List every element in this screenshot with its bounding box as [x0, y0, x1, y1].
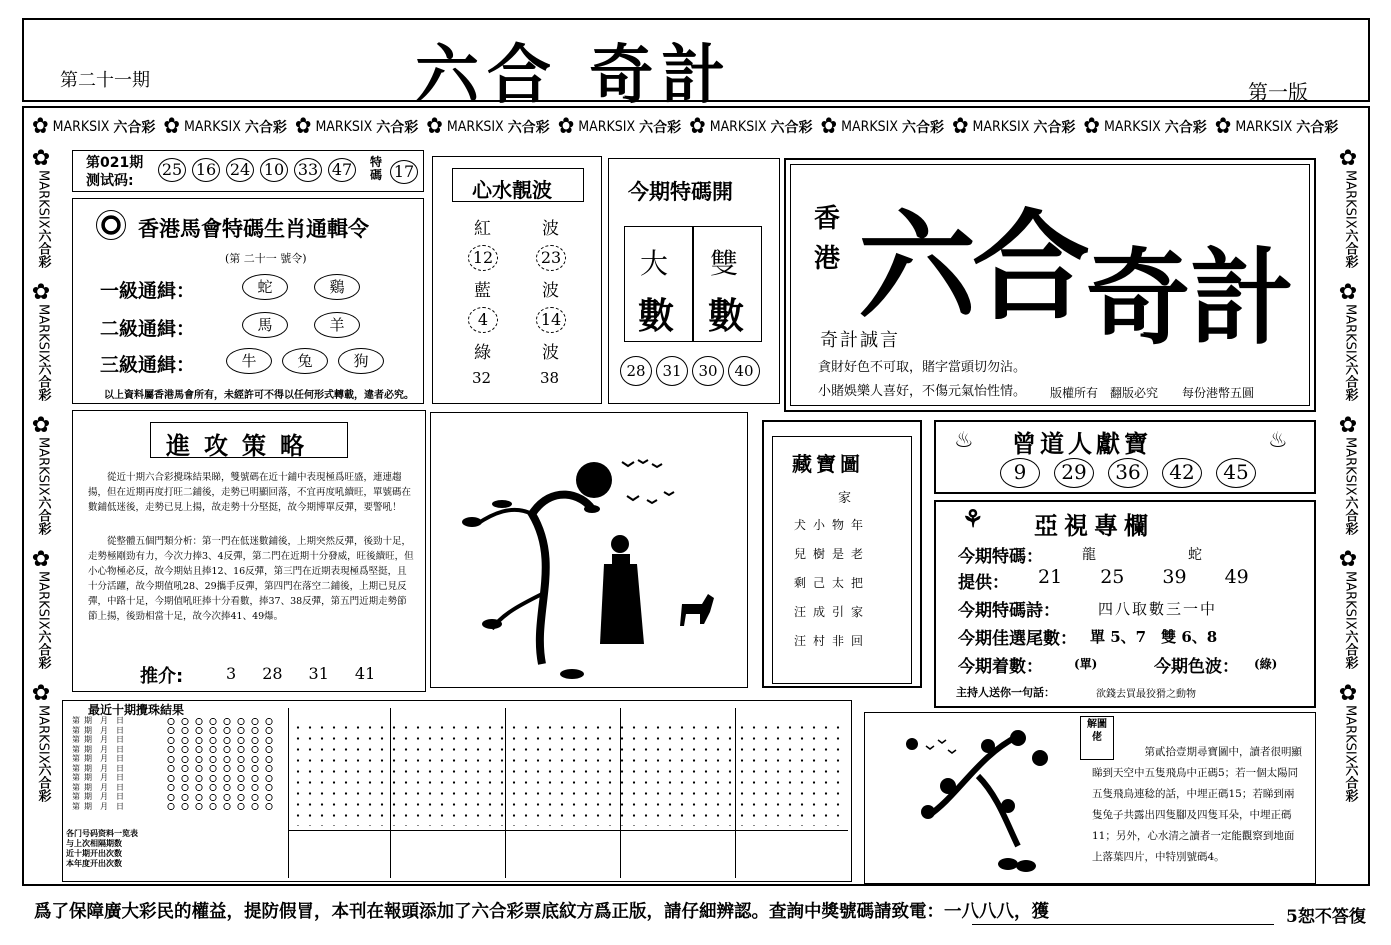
asia-row4-val: 單 5、7 雙 6、8	[1090, 628, 1218, 646]
band-cn: 六合彩	[1342, 763, 1358, 803]
recommend-number: 3	[226, 664, 237, 683]
taoist-number: 42	[1162, 458, 1202, 488]
zodiac-animal: 鷄	[314, 274, 360, 300]
taoist-number: 36	[1108, 458, 1148, 488]
period-ball-slots	[164, 755, 274, 763]
lottery-bottom-rule	[288, 830, 848, 831]
vband-item	[32, 415, 54, 535]
band-en: MARKSIX	[1103, 119, 1161, 135]
band-en: MARKSIX	[52, 119, 110, 135]
period-ball-slots	[164, 726, 274, 734]
masthead-big2: 奇計	[1086, 237, 1295, 359]
period-prefix: 第	[72, 773, 80, 782]
draw-number: 33	[294, 158, 322, 182]
footer-blank-line	[972, 924, 1274, 925]
period-ball-slots	[164, 764, 274, 772]
period-ball-slots	[164, 783, 274, 791]
attack-para-2: 從整體五個門類分析：第一門在低迷數鋪後，上期突然反彈，後勁十足，走勢極剛勁有力，今次力捧3、4反彈，第二門在近期十分發威，旺後續旺，但小心物極必反，故今期姑且捧12、16反彈，第三門在近期表現極爲堅挺，且十分活躍，故今期值吼28、29攜手反彈，第四門在落空二鋪後，上期已見反彈，中路十足，今期值吼旺捧十分看數，捧37、38反彈，第五門近期走勢節節上揚，後勁相當十足，故今次捧41、49爆。	[88, 536, 414, 622]
wave-number: 14	[536, 307, 566, 333]
band-cn: 六合彩	[1342, 362, 1358, 402]
band-item	[426, 116, 549, 138]
period-prefix: 第	[72, 763, 80, 773]
asia-row5b-val: (綠)	[1254, 657, 1278, 671]
masthead-big1: 六合	[858, 198, 1087, 336]
band-en: MARKSIX	[1342, 437, 1358, 497]
zodiac-animal: 羊	[314, 312, 360, 338]
period-prefix: 第	[72, 744, 80, 754]
issue-label: 第二十一期	[60, 70, 150, 91]
flower-icon: ✿	[1338, 279, 1358, 305]
band-cn: 六合彩	[35, 228, 51, 268]
period-ball-slots	[164, 745, 274, 753]
wave-number: 38	[540, 369, 560, 387]
zodiac-row-label: 二級通緝：	[100, 318, 196, 340]
period-suffix: 期 月 日	[84, 801, 124, 811]
band-en: MARKSIX	[35, 303, 51, 363]
vband-item	[31, 279, 54, 402]
band-cn: 六合彩	[770, 120, 813, 136]
recommend-number: 41	[354, 664, 376, 683]
special-cell-bottom: 數	[708, 295, 745, 337]
lottery-dot-grid	[292, 722, 846, 826]
zodiac-title: 香港馬會特碼生肖通輯令	[138, 217, 369, 241]
flower-icon: ✿	[1338, 413, 1358, 439]
zodiac-animal: 馬	[242, 312, 288, 338]
band-item	[32, 116, 155, 138]
band-item	[952, 116, 1075, 138]
band-en: MARKSIX	[35, 437, 51, 497]
draw-number: 25	[158, 158, 186, 182]
lottery-legend-item: 与上次相隔期数	[66, 838, 122, 848]
asia-row2-label: 提供：	[958, 573, 1009, 593]
page-title: 六合 奇計	[415, 39, 734, 113]
band-cn: 六合彩	[901, 120, 944, 136]
left-band	[28, 148, 58, 878]
taoist-number: 45	[1216, 458, 1256, 488]
zodiac-animal: 狗	[338, 348, 384, 374]
band-cn: 六合彩	[1342, 228, 1358, 268]
lottery-periods	[72, 716, 284, 811]
special-cell-top: 雙	[710, 247, 739, 280]
top-band	[32, 112, 1362, 142]
flower-icon: ✿	[31, 680, 51, 706]
attack-para-1: 從近十期六合彩攪珠結果睇，雙號碼在近十鋪中表現極爲旺盛，連連趨揚，但在近期再度打旺二鋪後，走勢已明顯回落，不宜再度吼續旺，單號碼在數鋪低迷後，走勢已見上揚，故走勢十分堅挺，故今期博單反彈，要警吼！	[88, 472, 412, 513]
lottery-period-row	[72, 802, 284, 812]
period-suffix: 期 月 日	[84, 782, 124, 792]
period-prefix: 第	[72, 716, 80, 725]
flower-icon: ✿	[31, 279, 51, 305]
vband-item	[1338, 279, 1361, 402]
asia-number: 21	[1038, 566, 1063, 588]
band-cn: 六合彩	[1164, 120, 1207, 136]
treasure-title: 藏寶圖	[792, 452, 864, 476]
asia-row5-label: 今期着數：	[958, 657, 1043, 677]
scholar-illustration	[432, 414, 746, 686]
recommend-numbers	[226, 664, 375, 683]
special-label: 特碼	[370, 155, 383, 182]
lottery-period-row	[72, 764, 284, 774]
flower-icon: ✿	[1083, 114, 1100, 139]
band-item	[295, 116, 418, 138]
flower-icon: ✿	[294, 114, 312, 139]
motto-line-1: 貪財好色不可取，賭字當頭切勿沾。	[818, 360, 1027, 375]
asia-footer-label: 主持人送你一句話：	[956, 686, 1055, 699]
band-cn: 六合彩	[1033, 120, 1076, 136]
flower-icon: ✿	[689, 114, 706, 139]
lottery-legend	[66, 828, 286, 868]
band-item	[821, 116, 944, 138]
flower-icon: ✿	[31, 413, 51, 439]
period-suffix: 期 月 日	[84, 763, 124, 773]
treasure-line: 剩己太把	[794, 576, 871, 590]
special-cell-bottom: 數	[638, 295, 675, 337]
lottery-period-row	[72, 726, 284, 736]
draw-number: 24	[226, 158, 254, 182]
band-cn: 六合彩	[113, 120, 156, 136]
wave-label: 波	[542, 343, 559, 363]
edition-label: 第一版	[1248, 80, 1308, 104]
period-ball-slots	[164, 736, 274, 744]
motto-line-2: 小賭娛樂人喜好，不傷元氣怡性情。	[818, 384, 1027, 399]
asia-row5b-label: 今期色波：	[1154, 657, 1239, 677]
special-open-number: 31	[656, 356, 688, 386]
treasure-line: 犬小物年	[794, 518, 871, 532]
asia-row3-label: 今期特碼詩：	[958, 601, 1060, 621]
draw-number: 10	[260, 158, 288, 182]
draw-test-label: 测试码:	[86, 173, 134, 189]
period-prefix: 第	[72, 801, 80, 811]
recommend-number: 28	[262, 664, 283, 683]
lottery-period-row	[72, 773, 284, 783]
band-item	[558, 116, 681, 138]
lottery-period-row	[72, 754, 284, 764]
band-item	[1215, 116, 1338, 138]
flower-icon: ✿	[163, 114, 181, 139]
band-en: MARKSIX	[1342, 571, 1358, 630]
heart-wave-title: 心水靚波	[472, 178, 552, 202]
special-open-numbers	[620, 356, 760, 386]
period-ball-slots	[164, 793, 274, 801]
zodiac-animal: 兔	[282, 348, 328, 374]
band-en: MARKSIX	[1342, 170, 1358, 229]
special-open-title: 今期特碼開	[628, 180, 733, 204]
flower-icon: ✿	[820, 114, 838, 139]
zodiac-sub: (第 二十一 號令)	[225, 252, 307, 265]
lottery-divider-4	[735, 708, 736, 878]
flower-icon: ✿	[1338, 148, 1358, 171]
lottery-divider-1	[390, 708, 391, 878]
draw-numbers	[158, 158, 356, 182]
lottery-period-row	[72, 783, 284, 793]
lottery-legend-item: 各门号码资料一览表	[66, 828, 138, 838]
asia-row1-val1: 龍	[1082, 547, 1096, 563]
recommend-label: 推介:	[140, 666, 184, 687]
vband-item	[1338, 680, 1361, 803]
grid-divider	[692, 226, 694, 342]
band-en: MARKSIX	[184, 119, 241, 135]
asia-logo-icon: ⚘	[962, 504, 984, 533]
band-cn: 六合彩	[244, 120, 287, 136]
special-open-number: 40	[728, 356, 760, 386]
band-en: MARKSIX	[1342, 704, 1358, 764]
sun-small-icon	[906, 738, 918, 750]
asia-number: 39	[1162, 566, 1187, 588]
motto-title: 奇計誠言	[820, 330, 900, 351]
wave-label: 波	[542, 219, 559, 239]
asia-row2-vals	[1038, 566, 1249, 588]
band-en: MARKSIX	[315, 119, 373, 135]
wave-label: 綠	[474, 343, 491, 363]
flower-icon: ✿	[951, 114, 969, 139]
attack-title: 進攻策略	[166, 432, 318, 460]
birds-icon	[622, 460, 674, 503]
asia-footer-val: 欲錢去買最狡猾之動物	[1096, 689, 1196, 700]
band-cn: 六合彩	[507, 120, 550, 136]
zodiac-row-label: 三級通緝：	[100, 354, 196, 376]
lottery-title: 最近十期攪珠結果	[88, 703, 185, 717]
vband-item	[1339, 415, 1361, 535]
wave-label: 紅	[474, 219, 491, 239]
zodiac-note: 以上資料屬香港馬會所有，未經許可不得以任何形式轉載，違者必究。	[104, 390, 414, 401]
wave-number: 32	[472, 369, 492, 387]
band-item	[163, 116, 286, 138]
asia-row4-label: 今期佳選尾數：	[958, 629, 1077, 649]
vband-item	[1339, 148, 1361, 268]
asia-row3-val: 四八取數三一中	[1098, 600, 1218, 618]
vband-item	[31, 680, 54, 803]
period-prefix: 第	[72, 735, 80, 744]
taoist-number: 29	[1054, 458, 1094, 488]
lottery-divider-2	[505, 708, 506, 878]
asia-row1-label: 今期特碼：	[958, 547, 1043, 567]
special-open-number: 30	[692, 356, 724, 386]
rabbit-tree-illustration	[868, 716, 1078, 880]
treasure-line: 兒樹是老	[794, 547, 871, 561]
footer-text: 爲了保障廣大彩民的權益，提防假冒，本刊在報頭添加了六合彩票底紋方爲正版，請仔細辨認。查詢中獎號碼請致電：一八八八，獲	[34, 902, 1049, 922]
footer-right: 5恕不答復	[1286, 907, 1366, 927]
lottery-period-row	[72, 735, 284, 745]
band-cn: 六合彩	[35, 496, 51, 536]
band-en: MARKSIX	[1235, 119, 1293, 135]
wave-number: 23	[536, 245, 566, 271]
treasure-line: 汪村非回	[794, 634, 871, 648]
wave-number: 4	[468, 307, 498, 333]
zodiac-row-label: 一級通緝：	[100, 280, 196, 302]
riddle-text: 第貳拾壹期尋寶圖中，讀者很明顯睇到天空中五隻飛鳥中正碼5；若一個太陽同五隻飛鳥連稔的話，中埋正碼15；若睇到兩隻兔子共露出四隻腳及四隻耳朵，中埋正碼11；另外，心水清之讀者一定能觀察到地面上落葉四片，中特別號碼4。	[1092, 746, 1302, 863]
taoist-numbers	[1000, 458, 1256, 488]
vband-item	[32, 549, 54, 669]
band-cn: 六合彩	[1296, 120, 1339, 136]
draw-period: 第021期	[86, 155, 144, 171]
band-cn: 六合彩	[35, 629, 51, 669]
wave-label: 藍	[474, 281, 491, 301]
asia-row1-val2: 蛇	[1188, 547, 1202, 563]
flower-icon: ✿	[426, 114, 443, 139]
period-suffix: 期 月 日	[84, 792, 124, 801]
period-prefix: 第	[72, 782, 80, 792]
period-ball-slots	[164, 717, 274, 725]
flower-icon: ✿	[1214, 114, 1232, 139]
treasure-line: 汪成引家	[794, 605, 871, 619]
period-prefix: 第	[72, 754, 80, 763]
band-en: MARKSIX	[1342, 303, 1358, 363]
recommend-number: 31	[308, 664, 329, 683]
band-en: MARKSIX	[35, 170, 51, 229]
band-cn: 六合彩	[1342, 496, 1358, 536]
zodiac-animal: 蛇	[242, 274, 288, 300]
flower-icon: ✿	[31, 547, 51, 573]
lottery-period-row	[72, 716, 284, 726]
asia-number: 49	[1224, 566, 1249, 588]
band-en: MARKSIX	[972, 119, 1030, 135]
period-prefix: 第	[72, 725, 80, 735]
zodiac-animal: 牛	[226, 348, 272, 374]
taoist-title: 曾道人獻寶	[1012, 430, 1152, 458]
draw-number: 16	[192, 158, 220, 182]
band-en: MARKSIX	[35, 704, 51, 764]
draw-number: 47	[328, 158, 356, 182]
sun-icon	[576, 462, 612, 498]
right-band	[1334, 148, 1366, 878]
band-cn: 六合彩	[35, 763, 51, 803]
wave-number: 12	[468, 245, 498, 271]
lottery-legend-item: 近十期开出次数	[66, 848, 122, 858]
masthead-hk2: 港	[814, 244, 841, 274]
vband-item	[32, 148, 54, 268]
asia-title: 亞視專欄	[1034, 512, 1154, 540]
flower-icon: ✿	[31, 148, 51, 171]
band-en: MARKSIX	[709, 119, 767, 135]
band-cn: 六合彩	[35, 362, 51, 402]
special-number: 17	[390, 160, 418, 184]
taoist-left-icon: ♨	[954, 428, 974, 453]
band-cn: 六合彩	[1342, 629, 1358, 669]
band-en: MARKSIX	[446, 119, 504, 135]
lottery-legend-item: 本年度开出次数	[66, 858, 122, 868]
band-item	[689, 116, 812, 138]
special-open-number: 28	[620, 356, 652, 386]
period-suffix: 期 月 日	[84, 754, 124, 763]
band-cn: 六合彩	[639, 120, 682, 136]
period-suffix: 期 月 日	[84, 735, 124, 744]
lottery-period-row	[72, 792, 284, 802]
flower-icon: ✿	[557, 114, 575, 139]
special-cell-top: 大	[640, 247, 669, 280]
band-en: MARKSIX	[578, 119, 636, 135]
asia-row5-val: (單)	[1074, 657, 1098, 671]
band-item	[1083, 116, 1206, 138]
period-suffix: 期 月 日	[84, 773, 124, 782]
vband-item	[1339, 549, 1361, 669]
wave-label: 波	[542, 281, 559, 301]
treasure-top: 家	[838, 491, 852, 506]
period-suffix: 期 月 日	[84, 725, 124, 735]
flower-icon: ✿	[1338, 547, 1358, 573]
period-suffix: 期 月 日	[84, 744, 124, 754]
period-ball-slots	[164, 802, 274, 810]
horse-logo-icon	[96, 210, 126, 240]
band-en: MARKSIX	[35, 571, 51, 630]
taoist-number: 9	[1000, 458, 1040, 488]
period-prefix: 第	[72, 792, 80, 801]
riddle-badge-text: 解圖佬	[1087, 719, 1107, 743]
period-ball-slots	[164, 774, 274, 782]
band-en: MARKSIX	[841, 119, 898, 135]
taoist-right-icon: ♨	[1268, 428, 1288, 453]
masthead-hk1: 香	[814, 204, 841, 234]
rights-text: 版權所有 翻版必究 每份港幣五圓	[1050, 386, 1255, 400]
lottery-divider-3	[620, 708, 621, 878]
period-suffix: 期 月 日	[84, 716, 124, 725]
flower-icon: ✿	[32, 114, 49, 139]
flower-icon: ✿	[1338, 680, 1358, 706]
asia-number: 25	[1100, 566, 1125, 588]
band-cn: 六合彩	[376, 120, 419, 136]
lottery-period-row	[72, 745, 284, 755]
